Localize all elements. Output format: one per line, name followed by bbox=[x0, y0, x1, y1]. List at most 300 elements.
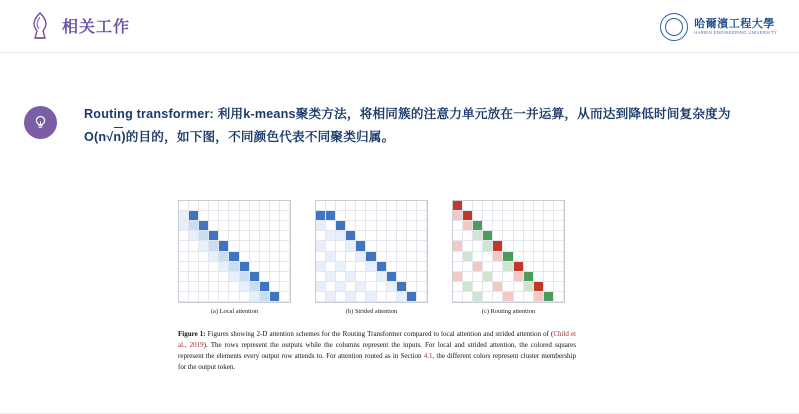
attention-cell bbox=[387, 241, 397, 251]
attention-cell bbox=[326, 211, 336, 221]
attention-cell bbox=[179, 282, 189, 292]
attention-cell bbox=[336, 272, 346, 282]
attention-cell bbox=[336, 231, 346, 241]
attention-cell bbox=[229, 211, 239, 221]
attention-cell bbox=[544, 252, 554, 262]
attention-cell bbox=[356, 252, 366, 262]
attention-cell bbox=[229, 201, 239, 211]
sqrt-radicand: n bbox=[113, 130, 122, 145]
attention-cell bbox=[346, 292, 356, 302]
figure-caption-section-link[interactable]: 4.1 bbox=[423, 351, 433, 360]
attention-cell bbox=[229, 231, 239, 241]
attention-cell bbox=[270, 292, 280, 302]
attention-cell bbox=[493, 221, 503, 231]
attention-cell bbox=[240, 241, 250, 251]
attention-cell bbox=[219, 241, 229, 251]
attention-cell bbox=[240, 211, 250, 221]
attention-cell bbox=[453, 252, 463, 262]
attention-cell bbox=[397, 272, 407, 282]
attention-cell bbox=[199, 292, 209, 302]
attention-cell bbox=[387, 262, 397, 272]
figure-caption-citation-link[interactable]: Child et al., 2019 bbox=[178, 330, 576, 349]
attention-cell bbox=[417, 252, 427, 262]
attention-cell bbox=[463, 201, 473, 211]
complexity-prefix: O(n bbox=[84, 130, 107, 145]
attention-cell bbox=[524, 292, 534, 302]
attention-cell bbox=[229, 252, 239, 262]
attention-cell bbox=[503, 231, 513, 241]
attention-cell bbox=[493, 292, 503, 302]
sqrt-expression bbox=[106, 126, 121, 149]
attention-cell bbox=[453, 282, 463, 292]
attention-cell bbox=[483, 241, 493, 251]
figure-caption bbox=[178, 329, 576, 372]
attention-cell bbox=[199, 221, 209, 231]
attention-cell bbox=[356, 231, 366, 241]
local-attention-grid bbox=[178, 200, 291, 303]
attention-cell bbox=[209, 231, 219, 241]
attention-cell bbox=[493, 231, 503, 241]
attention-cell bbox=[250, 252, 260, 262]
attention-cell bbox=[377, 282, 387, 292]
attention-cell bbox=[514, 221, 524, 231]
attention-cell bbox=[316, 262, 326, 272]
attention-cell bbox=[346, 201, 356, 211]
attention-cell bbox=[240, 282, 250, 292]
attention-cell bbox=[397, 262, 407, 272]
attention-cell bbox=[219, 262, 229, 272]
attention-cell bbox=[514, 241, 524, 251]
attention-cell bbox=[219, 221, 229, 231]
attention-cell bbox=[534, 201, 544, 211]
attention-cell bbox=[473, 231, 483, 241]
attention-cell bbox=[260, 241, 270, 251]
attention-cell bbox=[473, 272, 483, 282]
attention-cell bbox=[387, 221, 397, 231]
attention-cell bbox=[544, 201, 554, 211]
attention-cell bbox=[189, 231, 199, 241]
attention-cell bbox=[280, 221, 290, 231]
attention-cell bbox=[483, 221, 493, 231]
attention-cell bbox=[260, 282, 270, 292]
attention-cell bbox=[514, 231, 524, 241]
attention-cell bbox=[514, 201, 524, 211]
attention-cell bbox=[209, 292, 219, 302]
attention-cell bbox=[417, 201, 427, 211]
attention-cell bbox=[463, 272, 473, 282]
attention-cell bbox=[524, 211, 534, 221]
attention-cell bbox=[366, 231, 376, 241]
attention-cell bbox=[250, 241, 260, 251]
attention-cell bbox=[503, 241, 513, 251]
attention-cell bbox=[493, 262, 503, 272]
attention-cell bbox=[316, 272, 326, 282]
attention-cell bbox=[189, 272, 199, 282]
attention-cell bbox=[503, 221, 513, 231]
attention-cell bbox=[503, 292, 513, 302]
attention-cell bbox=[179, 262, 189, 272]
attention-cell bbox=[209, 262, 219, 272]
attention-cell bbox=[417, 292, 427, 302]
attention-cell bbox=[280, 252, 290, 262]
attention-cell bbox=[356, 292, 366, 302]
attention-cell bbox=[397, 231, 407, 241]
attention-cell bbox=[250, 272, 260, 282]
attention-cell bbox=[407, 201, 417, 211]
attention-cell bbox=[387, 292, 397, 302]
university-seal-icon bbox=[660, 13, 688, 41]
attention-cell bbox=[554, 231, 564, 241]
attention-cell bbox=[473, 241, 483, 251]
university-name-en: HARBIN ENGINEERING UNIVERSITY bbox=[694, 29, 777, 35]
strided-attention-grid bbox=[315, 200, 428, 303]
attention-cell bbox=[316, 241, 326, 251]
attention-cell bbox=[270, 201, 280, 211]
attention-cell bbox=[346, 221, 356, 231]
attention-cell bbox=[356, 262, 366, 272]
attention-cell bbox=[356, 201, 366, 211]
attention-cell bbox=[544, 241, 554, 251]
attention-cell bbox=[219, 201, 229, 211]
attention-cell bbox=[270, 282, 280, 292]
attention-cell bbox=[524, 262, 534, 272]
attention-cell bbox=[260, 201, 270, 211]
attention-cell bbox=[336, 292, 346, 302]
attention-cell bbox=[554, 292, 564, 302]
attention-cell bbox=[544, 231, 554, 241]
attention-cell bbox=[336, 201, 346, 211]
attention-cell bbox=[407, 282, 417, 292]
attention-cell bbox=[417, 221, 427, 231]
attention-cell bbox=[179, 292, 189, 302]
attention-cell bbox=[453, 201, 463, 211]
figure-caption-text-3: , the different colors represent cluster membership for the output token. bbox=[178, 351, 576, 371]
attention-cell bbox=[554, 221, 564, 231]
attention-cell bbox=[407, 292, 417, 302]
attention-cell bbox=[544, 282, 554, 292]
attention-cell bbox=[493, 272, 503, 282]
attention-cell bbox=[179, 211, 189, 221]
attention-cell bbox=[463, 282, 473, 292]
attention-cell bbox=[397, 241, 407, 251]
attention-cell bbox=[326, 241, 336, 251]
attention-cell bbox=[407, 262, 417, 272]
attention-cell bbox=[473, 252, 483, 262]
attention-cell bbox=[209, 282, 219, 292]
attention-cell bbox=[209, 241, 219, 251]
attention-cell bbox=[199, 282, 209, 292]
attention-cell bbox=[326, 221, 336, 231]
attention-cell bbox=[280, 201, 290, 211]
attention-cell bbox=[534, 262, 544, 272]
attention-cell bbox=[250, 211, 260, 221]
attention-cell bbox=[366, 272, 376, 282]
attention-cell bbox=[326, 272, 336, 282]
attention-cell bbox=[417, 272, 427, 282]
attention-cell bbox=[377, 221, 387, 231]
attention-cell bbox=[189, 241, 199, 251]
attention-cell bbox=[189, 221, 199, 231]
attention-cell bbox=[189, 292, 199, 302]
attention-cell bbox=[280, 272, 290, 282]
attention-cell bbox=[270, 252, 280, 262]
attention-cell bbox=[417, 262, 427, 272]
attention-cell bbox=[366, 292, 376, 302]
attention-cell bbox=[493, 252, 503, 262]
panel-local bbox=[178, 200, 291, 315]
lightbulb-icon bbox=[24, 106, 57, 139]
attention-cell bbox=[199, 231, 209, 241]
attention-cell bbox=[260, 211, 270, 221]
attention-cell bbox=[397, 221, 407, 231]
attention-cell bbox=[377, 231, 387, 241]
attention-cell bbox=[407, 241, 417, 251]
attention-cell bbox=[346, 272, 356, 282]
figure-caption-text-2: ). The rows represent the outputs while the columns represent the inputs. For local and strided attention, the colored squares represent the elements every output row attends to. For attention routed as in Section bbox=[178, 340, 576, 360]
attention-cell bbox=[407, 272, 417, 282]
attention-cell bbox=[346, 262, 356, 272]
attention-cell bbox=[453, 272, 463, 282]
attention-cell bbox=[316, 231, 326, 241]
attention-cell bbox=[377, 201, 387, 211]
attention-cell bbox=[240, 231, 250, 241]
attention-cell bbox=[524, 221, 534, 231]
attention-cell bbox=[493, 201, 503, 211]
attention-cell bbox=[544, 262, 554, 272]
attention-cell bbox=[387, 231, 397, 241]
figure-caption-label: Figure 1: bbox=[178, 330, 206, 338]
attention-cell bbox=[514, 262, 524, 272]
torch-logo-icon bbox=[27, 11, 53, 41]
attention-cell bbox=[240, 272, 250, 282]
attention-cell bbox=[209, 201, 219, 211]
attention-cell bbox=[229, 282, 239, 292]
attention-cell bbox=[189, 211, 199, 221]
attention-cell bbox=[503, 252, 513, 262]
attention-cell bbox=[219, 292, 229, 302]
attention-cell bbox=[260, 231, 270, 241]
attention-cell bbox=[326, 252, 336, 262]
attention-cell bbox=[219, 252, 229, 262]
attention-cell bbox=[534, 241, 544, 251]
attention-cell bbox=[260, 272, 270, 282]
attention-cell bbox=[514, 272, 524, 282]
attention-cell bbox=[453, 231, 463, 241]
slide-header bbox=[0, 0, 799, 53]
attention-cell bbox=[503, 211, 513, 221]
attention-cell bbox=[493, 282, 503, 292]
attention-cell bbox=[366, 262, 376, 272]
figure-block bbox=[178, 200, 582, 372]
panel-caption-local: (a) Local attention bbox=[210, 308, 259, 315]
attention-cell bbox=[179, 241, 189, 251]
attention-cell bbox=[473, 292, 483, 302]
panel-caption-strided: (b) Strided attention bbox=[345, 308, 398, 315]
attention-cell bbox=[250, 282, 260, 292]
attention-cell bbox=[377, 292, 387, 302]
attention-cell bbox=[179, 252, 189, 262]
attention-cell bbox=[219, 231, 229, 241]
university-name-block bbox=[694, 18, 777, 35]
attention-cell bbox=[554, 282, 564, 292]
attention-cell bbox=[229, 292, 239, 302]
header-divider bbox=[0, 52, 799, 53]
attention-cell bbox=[316, 211, 326, 221]
attention-cell bbox=[229, 221, 239, 231]
attention-cell bbox=[250, 221, 260, 231]
attention-cell bbox=[544, 221, 554, 231]
attention-cell bbox=[534, 292, 544, 302]
attention-cell bbox=[219, 272, 229, 282]
bullet-lead: Routing transformer: bbox=[84, 107, 214, 121]
attention-cell bbox=[473, 201, 483, 211]
attention-cell bbox=[240, 201, 250, 211]
attention-cell bbox=[377, 252, 387, 262]
attention-cell bbox=[483, 201, 493, 211]
panel-routing bbox=[452, 200, 565, 315]
attention-cell bbox=[356, 211, 366, 221]
attention-cell bbox=[407, 211, 417, 221]
attention-cell bbox=[336, 221, 346, 231]
attention-cell bbox=[534, 211, 544, 221]
attention-cell bbox=[326, 231, 336, 241]
attention-cell bbox=[366, 252, 376, 262]
attention-cell bbox=[209, 252, 219, 262]
attention-cell bbox=[199, 272, 209, 282]
attention-cell bbox=[483, 252, 493, 262]
attention-cell bbox=[377, 272, 387, 282]
attention-cell bbox=[366, 221, 376, 231]
attention-cell bbox=[179, 201, 189, 211]
attention-cell bbox=[346, 231, 356, 241]
attention-cell bbox=[250, 201, 260, 211]
bullet-paragraph bbox=[84, 103, 744, 150]
attention-cell bbox=[280, 241, 290, 251]
attention-cell bbox=[554, 201, 564, 211]
attention-cell bbox=[397, 201, 407, 211]
attention-cell bbox=[260, 252, 270, 262]
attention-cell bbox=[366, 282, 376, 292]
attention-cell bbox=[417, 241, 427, 251]
attention-cell bbox=[524, 272, 534, 282]
attention-cell bbox=[209, 211, 219, 221]
attention-cell bbox=[387, 282, 397, 292]
attention-cell bbox=[524, 231, 534, 241]
attention-cell bbox=[336, 241, 346, 251]
attention-cell bbox=[229, 272, 239, 282]
attention-cell bbox=[534, 282, 544, 292]
attention-cell bbox=[199, 252, 209, 262]
attention-cell bbox=[554, 272, 564, 282]
attention-cell bbox=[387, 201, 397, 211]
attention-cell bbox=[554, 211, 564, 221]
attention-cell bbox=[387, 252, 397, 262]
attention-cell bbox=[199, 262, 209, 272]
attention-cell bbox=[544, 272, 554, 282]
attention-cell bbox=[407, 231, 417, 241]
attention-grids bbox=[178, 200, 582, 315]
figure-caption-text-1: Figures showing 2-D attention schemes for the Routing Transformer compared to local attention and strided attention of ( bbox=[205, 330, 554, 338]
attention-cell bbox=[260, 292, 270, 302]
attention-cell bbox=[280, 211, 290, 221]
attention-cell bbox=[366, 241, 376, 251]
attention-cell bbox=[453, 211, 463, 221]
attention-cell bbox=[524, 201, 534, 211]
attention-cell bbox=[240, 252, 250, 262]
attention-cell bbox=[473, 211, 483, 221]
attention-cell bbox=[270, 231, 280, 241]
panel-caption-routing: (c) Routing attention bbox=[481, 308, 536, 315]
attention-cell bbox=[463, 231, 473, 241]
attention-cell bbox=[514, 211, 524, 221]
attention-cell bbox=[463, 221, 473, 231]
attention-cell bbox=[387, 211, 397, 221]
attention-cell bbox=[229, 241, 239, 251]
attention-cell bbox=[387, 272, 397, 282]
attention-cell bbox=[483, 262, 493, 272]
attention-cell bbox=[554, 252, 564, 262]
attention-cell bbox=[483, 211, 493, 221]
attention-cell bbox=[336, 262, 346, 272]
attention-cell bbox=[524, 282, 534, 292]
attention-cell bbox=[229, 262, 239, 272]
attention-cell bbox=[316, 221, 326, 231]
attention-cell bbox=[483, 272, 493, 282]
attention-cell bbox=[377, 211, 387, 221]
attention-cell bbox=[417, 211, 427, 221]
attention-cell bbox=[514, 252, 524, 262]
attention-cell bbox=[544, 292, 554, 302]
attention-cell bbox=[316, 282, 326, 292]
attention-cell bbox=[199, 201, 209, 211]
bullet-body-part1: 利用k-means聚类方法，将相同簇的注意力单元放在一并运算，从而达到降低时间复杂度为 bbox=[213, 107, 731, 121]
attention-cell bbox=[270, 262, 280, 272]
attention-cell bbox=[179, 221, 189, 231]
attention-cell bbox=[473, 262, 483, 272]
attention-cell bbox=[270, 272, 280, 282]
attention-cell bbox=[280, 282, 290, 292]
attention-cell bbox=[189, 201, 199, 211]
attention-cell bbox=[356, 241, 366, 251]
attention-cell bbox=[463, 241, 473, 251]
attention-cell bbox=[336, 211, 346, 221]
attention-cell bbox=[326, 292, 336, 302]
sqrt-symbol: √ bbox=[106, 130, 114, 145]
attention-cell bbox=[326, 262, 336, 272]
attention-cell bbox=[483, 292, 493, 302]
page-title: 相关工作 bbox=[62, 19, 131, 36]
attention-cell bbox=[250, 292, 260, 302]
panel-strided bbox=[315, 200, 428, 315]
attention-cell bbox=[524, 241, 534, 251]
attention-cell bbox=[493, 211, 503, 221]
attention-cell bbox=[407, 221, 417, 231]
attention-cell bbox=[189, 252, 199, 262]
attention-cell bbox=[503, 201, 513, 211]
attention-cell bbox=[483, 282, 493, 292]
attention-cell bbox=[316, 201, 326, 211]
attention-cell bbox=[554, 262, 564, 272]
attention-cell bbox=[250, 231, 260, 241]
attention-cell bbox=[346, 241, 356, 251]
attention-cell bbox=[280, 292, 290, 302]
attention-cell bbox=[199, 211, 209, 221]
attention-cell bbox=[270, 211, 280, 221]
attention-cell bbox=[473, 282, 483, 292]
attention-cell bbox=[377, 262, 387, 272]
attention-cell bbox=[503, 282, 513, 292]
attention-cell bbox=[280, 262, 290, 272]
